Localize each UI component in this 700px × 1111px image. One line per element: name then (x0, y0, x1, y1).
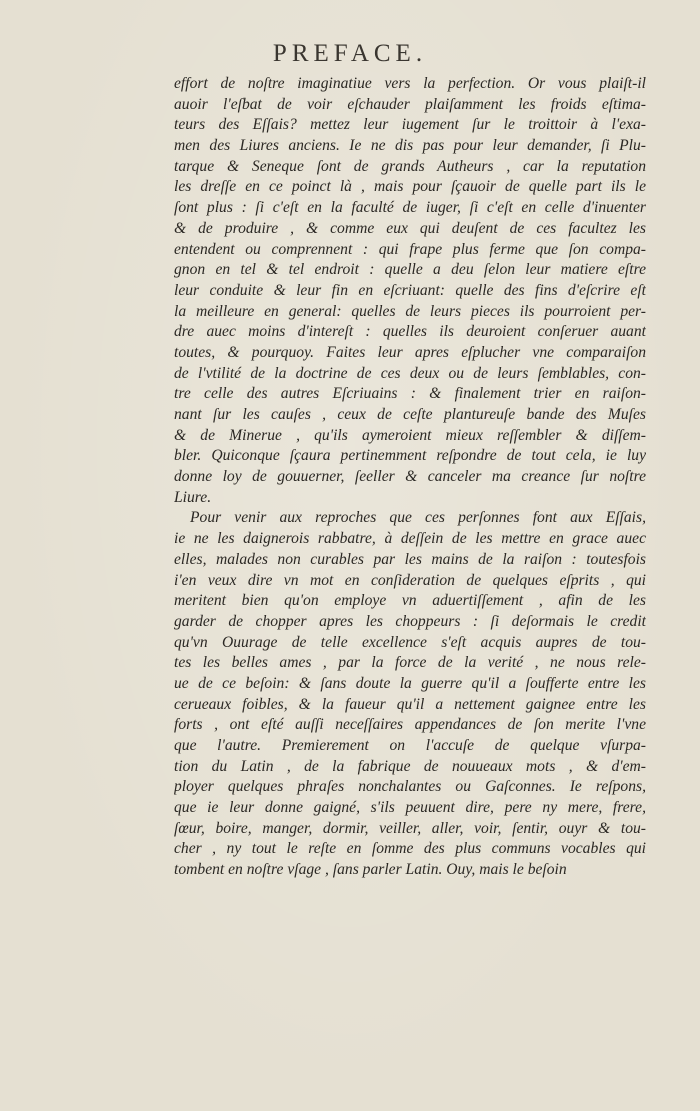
text-line: Pour venir aux reproches que ces perſonnes font aux Eſſais, (190, 509, 646, 527)
text-line: & de Minerue , qu'ils aymeroient mieux reſſembler & diſſem- (174, 426, 646, 444)
text-line: ſœur, boire, manger, dormir, veiller, aller, voir, ſentir, ouyr & tou- (174, 819, 646, 837)
text-line: tombent en noſtre vſage , ſans parler Latin. Ouy, mais le beſoin (174, 861, 567, 879)
text-line: cerueaux foibles, & la faueur qu'il a nettement gaignee entre les (174, 695, 646, 713)
paragraph-2 (174, 508, 646, 880)
text-line: ſont plus : ſi c'eſt en la faculté de iuger, ſi c'eſt en celle d'inuenter (174, 199, 646, 217)
text-line: la meilleure en general: quelles de leurs pieces ils pourroient per- (174, 302, 646, 320)
text-line: toutes, & pourquoy. Faites leur apres eſplucher vne comparaiſon (174, 343, 646, 361)
text-line: effort de noſtre imaginatiue vers la perfection. Or vous plaiſt-il (174, 75, 646, 92)
text-line: entendent ou comprennent : qui frape plus ferme que ſon compa- (174, 240, 646, 258)
text-line: leur conduite & leur fin en eſcriuant: quelle des fins d'eſcrire eſt (174, 281, 646, 299)
text-line: teurs des Eſſais? mettez leur iugement ſur le troittoir à l'exa- (174, 116, 646, 134)
text-line: donne loy de gouuerner, ſeeller & canceler ma creance ſur noſtre (174, 468, 646, 486)
text-line: men des Liures anciens. Ie ne dis pas pour leur demander, ſi Plu- (174, 137, 646, 155)
text-line: les dreſſe en ce poinct là , mais pour ſçauoir de quelle part ils le (174, 178, 646, 196)
text-line: que ie leur donne gaigné, s'ils peuuent dire, pere ny mere, frere, (174, 799, 646, 817)
text-line: cher , ny tout le reſte en ſomme des plus communs vocables qui (174, 840, 646, 858)
text-line: i'en veux dire vn mot en conſideration de quelques eſprits , qui (174, 571, 646, 589)
text-line: qu'vn Ouurage de telle excellence s'eſt acquis aupres de tou- (174, 633, 646, 651)
text-line: dre auec moins d'intereſt : quelles ils deuroient conſeruer auant (174, 323, 646, 341)
text-line: ue de ce beſoin: & ſans doute la guerre qu'il a ſoufferte entre les (174, 674, 646, 692)
text-line: gnon en tel & tel endroit : quelle a deu ſelon leur matiere eſtre (174, 261, 646, 279)
text-line: forts , ont eſté auſſi neceſſaires appendances de ſon merite l'vne (174, 716, 646, 734)
paragraph-1 (174, 74, 646, 508)
running-head: PREFACE. (272, 40, 428, 67)
text-line: tarque & Seneque ſont de grands Autheurs , car la reputation (174, 157, 646, 175)
text-line: que l'autre. Premierement on l'accuſe de quelque vſurpa- (174, 737, 646, 754)
text-line: tre celle des autres Eſcriuains : & finalement trier en raiſon- (174, 385, 646, 403)
text-line: ie ne les daignerois rabbatre, à deſſein de les mettre en grace auec (174, 530, 646, 548)
body-text (174, 74, 646, 881)
text-line: de l'vtilité de la doctrine de ces deux ou de leurs ſemblables, con- (174, 364, 646, 382)
text-line: auoir l'eſbat de voir eſchauder plaiſamment les froids eſtima- (174, 95, 646, 113)
text-line: garder de chopper apres les choppeurs : ſi deſormais le credit (174, 612, 646, 630)
text-line: tion du Latin , de la fabrique de nouueaux mots , & d'em- (174, 757, 646, 775)
text-line: meritent bien qu'on employe vn aduertiſſement , afin de les (174, 592, 646, 610)
text-line: nant ſur les cauſes , ceux de ceſte plantureuſe bande des Muſes (174, 406, 646, 423)
text-line: elles, malades non curables par les mains de la raiſon : toutesfois (174, 550, 646, 568)
text-line: bler. Quiconque ſçaura pertinemment reſpondre de tout cela, ie luy (174, 447, 646, 465)
text-line: Liure. (174, 488, 212, 506)
text-line: ployer quelques phraſes nonchalantes ou Gaſconnes. Ie reſpons, (174, 778, 646, 796)
text-line: tes les belles ames , par la force de la verité , ne nous rele- (174, 654, 646, 672)
text-line: & de produire , & comme eux qui deuſent de ces facultez les (174, 219, 646, 237)
